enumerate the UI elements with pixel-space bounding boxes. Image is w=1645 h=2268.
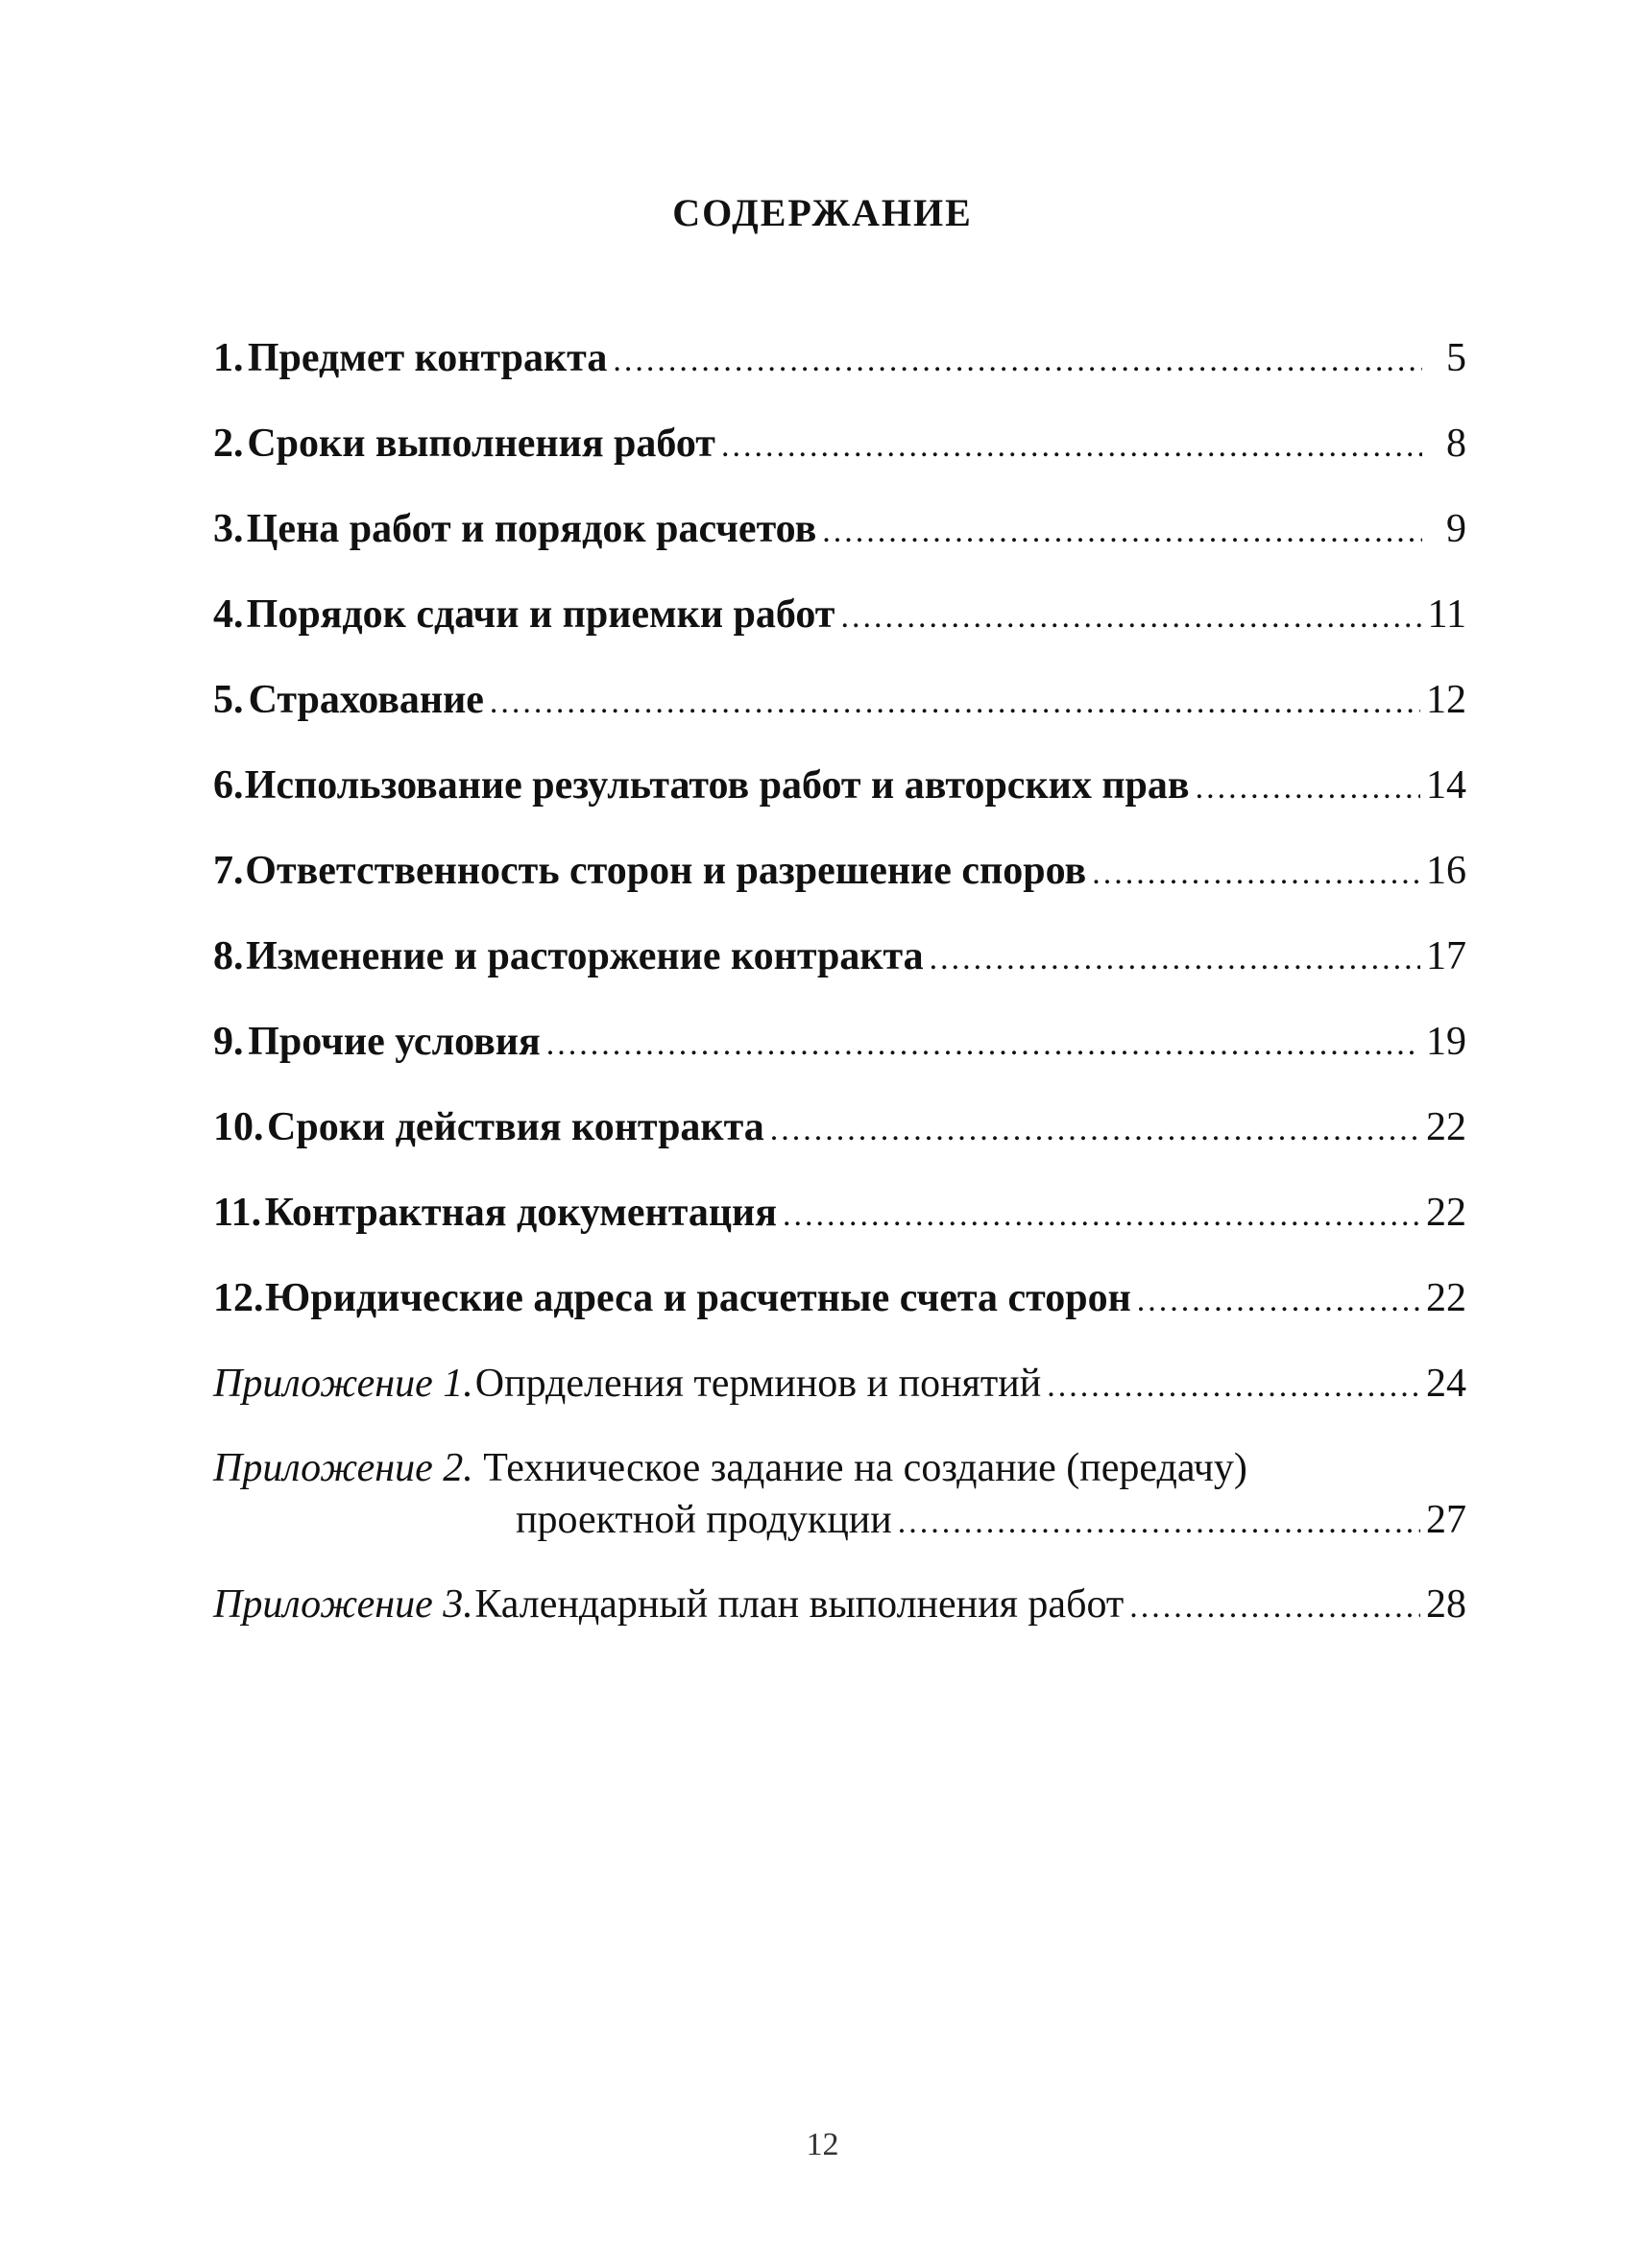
toc-entry-title: Цена работ и порядок расчетов bbox=[246, 507, 817, 551]
appendix-label: Приложение 1. bbox=[213, 1362, 473, 1406]
toc-entry-page: 9 bbox=[1446, 507, 1466, 551]
toc-entry-number: 1. bbox=[213, 336, 244, 380]
toc-entry-1 bbox=[213, 331, 1466, 388]
toc-appendix-3 bbox=[213, 1578, 1466, 1634]
toc-entry-title: Изменение и расторжение контракта bbox=[246, 934, 924, 978]
dot-leader bbox=[1129, 1580, 1420, 1634]
dot-leader bbox=[840, 591, 1421, 644]
appendix-title-line1: Техническое задание на создание (передачу) bbox=[483, 1446, 1247, 1490]
toc-entry-page: 8 bbox=[1446, 422, 1466, 466]
dot-leader bbox=[1092, 847, 1420, 901]
toc-entry-2 bbox=[213, 417, 1466, 473]
toc-entry-number: 10. bbox=[213, 1105, 264, 1149]
toc-entry-page: 16 bbox=[1426, 849, 1466, 893]
dot-leader bbox=[1047, 1360, 1420, 1413]
toc-entry-12 bbox=[213, 1271, 1466, 1328]
toc-entry-page: 19 bbox=[1426, 1020, 1466, 1064]
toc-entry-6 bbox=[213, 759, 1466, 815]
toc-entry-number: 4. bbox=[213, 592, 244, 637]
toc-entry-title: Сроки выполнения работ bbox=[247, 422, 715, 466]
toc-entry-title: Юридические адреса и расчетные счета сторон bbox=[265, 1276, 1131, 1320]
dot-leader bbox=[613, 334, 1422, 388]
appendix-label: Приложение 2. bbox=[213, 1446, 473, 1490]
dot-leader bbox=[783, 1189, 1420, 1243]
toc-entry-number: 5. bbox=[213, 678, 244, 722]
appendix-title: Календарный план выполнения работ bbox=[474, 1582, 1125, 1627]
toc-entry-title: Прочие условия bbox=[248, 1020, 541, 1064]
toc-entry-page: 14 bbox=[1426, 763, 1466, 808]
toc-entry-9 bbox=[213, 1015, 1466, 1072]
toc-entry-number: 3. bbox=[213, 507, 244, 551]
dot-leader bbox=[546, 1018, 1420, 1072]
toc-entry-title: Предмет контракта bbox=[247, 336, 608, 380]
table-of-contents bbox=[213, 331, 1466, 1663]
toc-entry-title: Ответственность сторон и разрешение споров bbox=[245, 849, 1087, 893]
toc-entry-5 bbox=[213, 673, 1466, 730]
toc-entry-title: Сроки действия контракта bbox=[267, 1105, 764, 1149]
toc-entry-number: 9. bbox=[213, 1020, 244, 1064]
toc-appendix-2 bbox=[213, 1442, 1466, 1549]
appendix-label: Приложение 3. bbox=[213, 1582, 473, 1627]
toc-entry-title: Контрактная документация bbox=[264, 1191, 777, 1235]
page-title: СОДЕРЖАНИЕ bbox=[672, 191, 973, 234]
toc-entry-number: 8. bbox=[213, 934, 244, 978]
dot-leader bbox=[898, 1497, 1420, 1549]
toc-entry-11 bbox=[213, 1186, 1466, 1243]
toc-entry-8 bbox=[213, 929, 1466, 986]
appendix-title-line2: проектной продукции bbox=[516, 1498, 892, 1542]
toc-entry-4 bbox=[213, 588, 1466, 644]
toc-entry-10 bbox=[213, 1100, 1466, 1157]
toc-entry-title: Использование результатов работ и авторских прав bbox=[244, 763, 1190, 808]
dot-leader bbox=[1196, 761, 1420, 815]
toc-entry-page: 27 bbox=[1426, 1498, 1466, 1542]
toc-entry-3 bbox=[213, 502, 1466, 559]
toc-entry-title: Страхование bbox=[248, 678, 484, 722]
toc-entry-number: 11. bbox=[213, 1191, 262, 1235]
dot-leader bbox=[1137, 1274, 1420, 1328]
toc-entry-page: 12 bbox=[1426, 678, 1466, 722]
toc-entry-page: 22 bbox=[1426, 1191, 1466, 1235]
toc-entry-page: 24 bbox=[1426, 1362, 1466, 1406]
toc-entry-page: 17 bbox=[1426, 934, 1466, 978]
toc-entry-number: 7. bbox=[213, 849, 244, 893]
toc-entry-title: Порядок сдачи и приемки работ bbox=[246, 592, 835, 637]
dot-leader bbox=[930, 932, 1420, 986]
toc-entry-number: 12. bbox=[213, 1276, 264, 1320]
toc-entry-number: 6. bbox=[213, 763, 244, 808]
toc-entry-number: 2. bbox=[213, 422, 244, 466]
toc-entry-page: 28 bbox=[1426, 1582, 1466, 1627]
toc-appendix-1 bbox=[213, 1357, 1466, 1413]
toc-entry-7 bbox=[213, 844, 1466, 901]
dot-leader bbox=[490, 676, 1420, 730]
dot-leader bbox=[770, 1103, 1420, 1157]
appendix-title: Опрделения терминов и понятий bbox=[474, 1362, 1042, 1406]
toc-entry-page: 5 bbox=[1446, 336, 1466, 380]
dot-leader bbox=[822, 505, 1422, 559]
dot-leader bbox=[721, 420, 1422, 473]
toc-entry-page: 22 bbox=[1426, 1105, 1466, 1149]
toc-entry-page: 22 bbox=[1426, 1276, 1466, 1320]
toc-entry-page: 11 bbox=[1427, 592, 1466, 637]
page-number: 12 bbox=[806, 2127, 839, 2162]
